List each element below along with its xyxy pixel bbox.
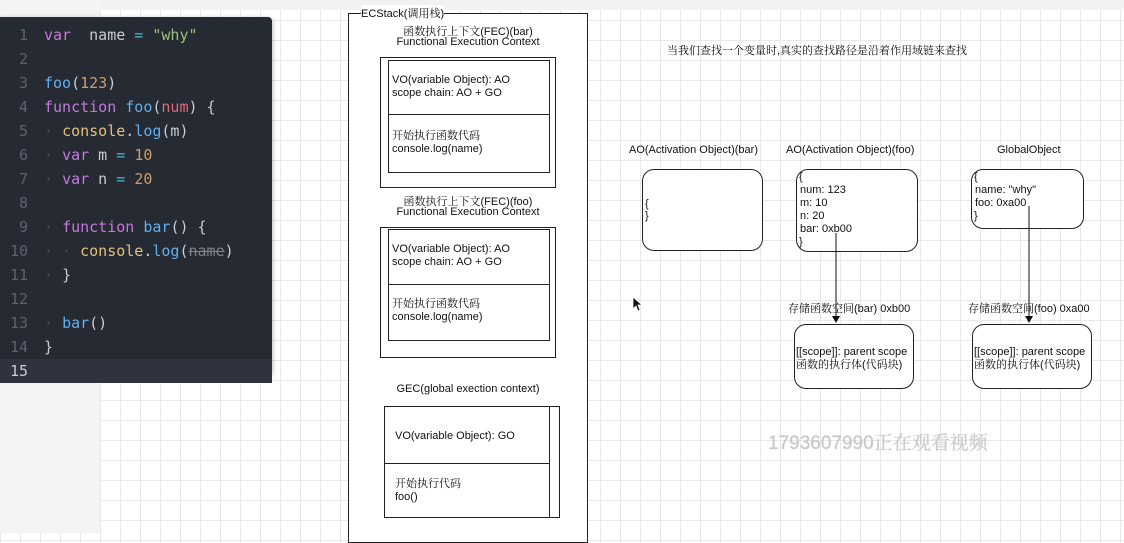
mouse-cursor-icon: [633, 297, 642, 311]
line-number: 11: [9, 266, 28, 284]
global-object-line-3: }: [974, 210, 978, 222]
code-token: name: [89, 26, 126, 44]
fec-bar-exec1: 开始执行函数代码: [392, 130, 480, 142]
code-token: log: [152, 242, 180, 260]
fec-bar-subtitle: Functional Execution Context: [396, 36, 540, 48]
fec-bar-scope: scope chain: AO + GO: [392, 87, 502, 99]
fec-foo-vo: VO(variable Object): AO: [392, 243, 510, 255]
ao-foo-line-5: }: [799, 236, 803, 248]
gec-vo: VO(variable Object): GO: [395, 430, 515, 442]
code-token: ): [224, 242, 234, 260]
code-token: foo: [125, 98, 153, 116]
ao-foo-line-0: {: [799, 171, 803, 183]
code-token: () {: [170, 218, 207, 236]
code-token: (): [89, 314, 108, 332]
line-number: 9: [18, 218, 28, 236]
global-object-title: GlobalObject: [997, 144, 1061, 156]
ao-bar-title: AO(Activation Object)(bar): [629, 144, 758, 156]
fec-bar-exec2: console.log(name): [392, 143, 483, 155]
line-number: 1: [18, 26, 28, 44]
ao-foo-line-3: n: 20: [800, 210, 825, 222]
code-token: name: [188, 242, 225, 260]
global-object-line-1: name: "why": [975, 184, 1036, 196]
global-object-line-0: {: [974, 171, 978, 183]
code-token: log: [134, 122, 162, 140]
global-object-line-2: foo: 0xa00: [975, 197, 1027, 209]
line-number: 8: [18, 194, 28, 212]
viewer-watermark: 1793607990正在观看视频: [768, 433, 988, 454]
code-token: function: [62, 218, 135, 236]
code-token: console: [80, 242, 144, 260]
fec-foo-exec1: 开始执行函数代码: [392, 298, 480, 310]
ao-bar-line-0: {: [645, 198, 649, 210]
fec-foo-title: 函数执行上下文(FEC)(foo): [403, 196, 533, 208]
code-token: num: [161, 98, 189, 116]
ao-foo-line-1: num: 123: [800, 184, 846, 196]
heap-foo-body: 函数的执行体(代码块): [974, 359, 1081, 371]
line-number: 12: [9, 290, 28, 308]
ao-foo-line-2: m: 10: [800, 197, 828, 209]
fec-foo-exec2: console.log(name): [392, 311, 483, 323]
code-token: bar: [143, 218, 171, 236]
ecstack-title: ECStack(调用栈): [361, 5, 444, 21]
code-token: =: [125, 26, 153, 44]
code-token: 20: [134, 170, 153, 188]
code-token: (: [179, 242, 189, 260]
code-token: .: [125, 122, 135, 140]
code-token: }: [62, 266, 72, 284]
heap-bar-scope: [[scope]]: parent scope: [796, 346, 908, 358]
code-token: ) {: [188, 98, 216, 116]
code-token: (: [152, 98, 162, 116]
fec-foo-subtitle: Functional Execution Context: [396, 206, 540, 218]
code-token: console: [62, 122, 126, 140]
code-token: .: [143, 242, 153, 260]
code-token: ·: [44, 218, 63, 236]
gec-exec2: foo(): [395, 491, 418, 503]
code-token: var: [62, 146, 90, 164]
code-token: m: [89, 146, 108, 164]
heap-bar-title: 存储函数空间(bar) 0xb00: [788, 303, 911, 315]
ao-foo-title: AO(Activation Object)(foo): [786, 144, 915, 156]
code-token: =: [107, 170, 135, 188]
code-token: ·: [44, 146, 63, 164]
ao-bar-line-1: }: [645, 210, 649, 222]
code-token: ·: [44, 122, 63, 140]
code-token: ·: [44, 314, 63, 332]
line-number: 3: [18, 74, 28, 92]
scope-chain-note: 当我们查找一个变量时,真实的查找路径是沿着作用域链来查找: [667, 45, 968, 57]
line-number: 6: [18, 146, 28, 164]
ao-foo-line-4: bar: 0xb00: [800, 223, 852, 235]
line-number: 2: [18, 50, 28, 68]
code-token: foo: [44, 74, 72, 92]
code-token: (m): [161, 122, 189, 140]
line-number: 10: [9, 242, 28, 260]
code-token: var: [44, 26, 72, 44]
code-token: ·: [44, 266, 63, 284]
line-number: 14: [9, 338, 28, 356]
code-token: ): [107, 74, 117, 92]
code-token: · ·: [44, 242, 81, 260]
fec-bar-vo: VO(variable Object): AO: [392, 74, 510, 86]
gec-title: GEC(global exection context): [396, 383, 540, 395]
heap-foo-title: 存储函数空间(foo) 0xa00: [968, 303, 1090, 315]
code-token: var: [62, 170, 90, 188]
code-token: ·: [44, 170, 63, 188]
code-token: "why": [152, 26, 198, 44]
code-token: 123: [80, 74, 108, 92]
line-number: 15: [9, 362, 28, 380]
code-token: n: [89, 170, 108, 188]
fec-bar-title: 函数执行上下文(FEC)(bar): [403, 26, 533, 38]
heap-bar-body: 函数的执行体(代码块): [796, 359, 903, 371]
fec-foo-scope: scope chain: AO + GO: [392, 256, 502, 268]
code-token: =: [107, 146, 135, 164]
gec-exec1: 开始执行代码: [395, 478, 461, 490]
line-number: 5: [18, 122, 28, 140]
line-number: 4: [18, 98, 28, 116]
code-token: function: [44, 98, 117, 116]
code-token: (: [71, 74, 81, 92]
code-token: 10: [134, 146, 153, 164]
line-number: 13: [9, 314, 28, 332]
code-token: }: [44, 338, 54, 356]
code-token: bar: [62, 314, 90, 332]
heap-foo-scope: [[scope]]: parent scope: [974, 346, 1086, 358]
line-number: 7: [18, 170, 28, 188]
